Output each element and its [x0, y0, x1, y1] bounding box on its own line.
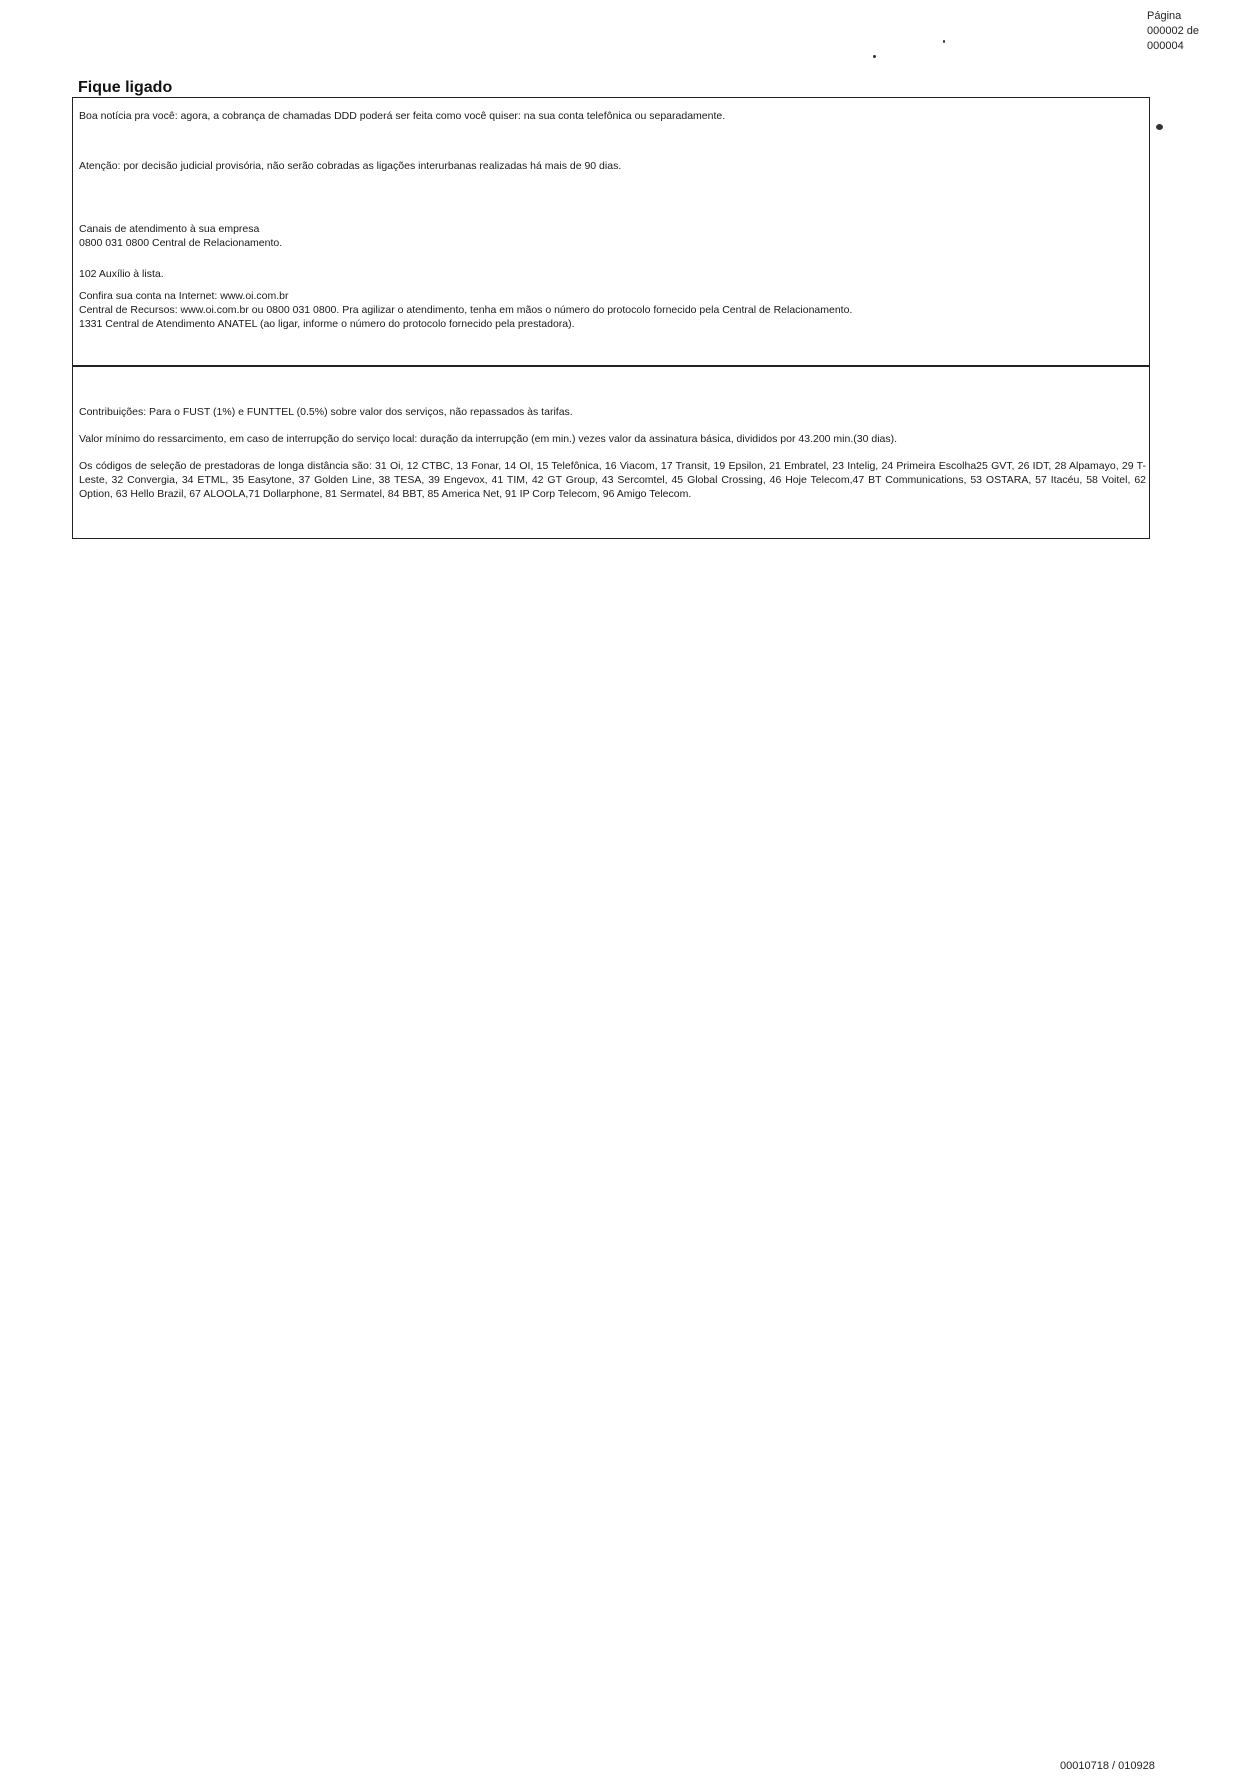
page-label: Página [1147, 10, 1182, 22]
channels-phone: 0800 031 0800 Central de Relacionamento. [79, 237, 283, 249]
page-number [1147, 9, 1227, 54]
section-title: Fique ligado [78, 79, 173, 96]
internet-text: Confira sua conta na Internet: www.oi.com.br [79, 290, 289, 302]
footer-code: 00010718 / 010928 [1060, 1760, 1155, 1772]
info-box [72, 97, 1150, 367]
carriers-text: Os códigos de seleção de prestadoras de longa distância são: 31 Oi, 12 CTBC, 13 Fonar, 14 OI, 15 Telefônica, 16 Viacom, 17 Transit, 19 Epsilon, 21 Embratel, 23 Intelig, 24 Primeira Escolha25 GVT, 26 IDT, 28 Alpamayo, 29 T-Leste, 32 Convergia, 34 ETML, 35 Easytone, 37 Golden Line, 38 TESA, 39 Engevox, 41 TIM, 42 GT Group, 43 Sercomtel, 45 Global Crossing, 46 Hoje Telecom,47 BT Communications, 53 OSTARA, 57 Itacéu, 58 Voitel, 62 Option, 63 Hello Brazil, 67 ALOOLA,71 Dollarphone, 81 Sermatel, 84 BBT, 85 America Net, 91 IP Corp Telecom, 96 Amigo Telecom. [79, 460, 1146, 500]
page-current: 000002 de [1147, 25, 1199, 37]
attention-text: Atenção: por decisão judicial provisória, não serão cobradas as ligações interurbanas realizadas há mais de 90 dias. [79, 160, 622, 172]
channels-title: Canais de atendimento à sua empresa [79, 223, 260, 235]
scan-speck [873, 55, 876, 58]
scan-speck [943, 40, 945, 43]
directory-text: 102 Auxílio à lista. [79, 268, 164, 280]
news-text: Boa notícia pra você: agora, a cobrança de chamadas DDD poderá ser feita como você quiser: na sua conta telefônica ou separadamente. [79, 110, 726, 122]
regulatory-box [72, 365, 1150, 539]
refund-text: Valor mínimo do ressarcimento, em caso de interrupção do serviço local: duração da interrupção (em min.) vezes valor da assinatura básica, divididos por 43.200 min.(30 dias). [79, 433, 898, 445]
scan-speck [1156, 124, 1163, 130]
resources-text: Central de Recursos: www.oi.com.br ou 0800 031 0800. Pra agilizar o atendimento, tenha em mãos o número do protocolo fornecido pela Central de Relacionamento. [79, 304, 853, 316]
contributions-text: Contribuições: Para o FUST (1%) e FUNTTEL (0.5%) sobre valor dos serviços, não repassados às tarifas. [79, 406, 573, 418]
page-total: 000004 [1147, 40, 1184, 52]
anatel-text: 1331 Central de Atendimento ANATEL (ao ligar, informe o número do protocolo fornecido pela prestadora). [79, 318, 575, 330]
